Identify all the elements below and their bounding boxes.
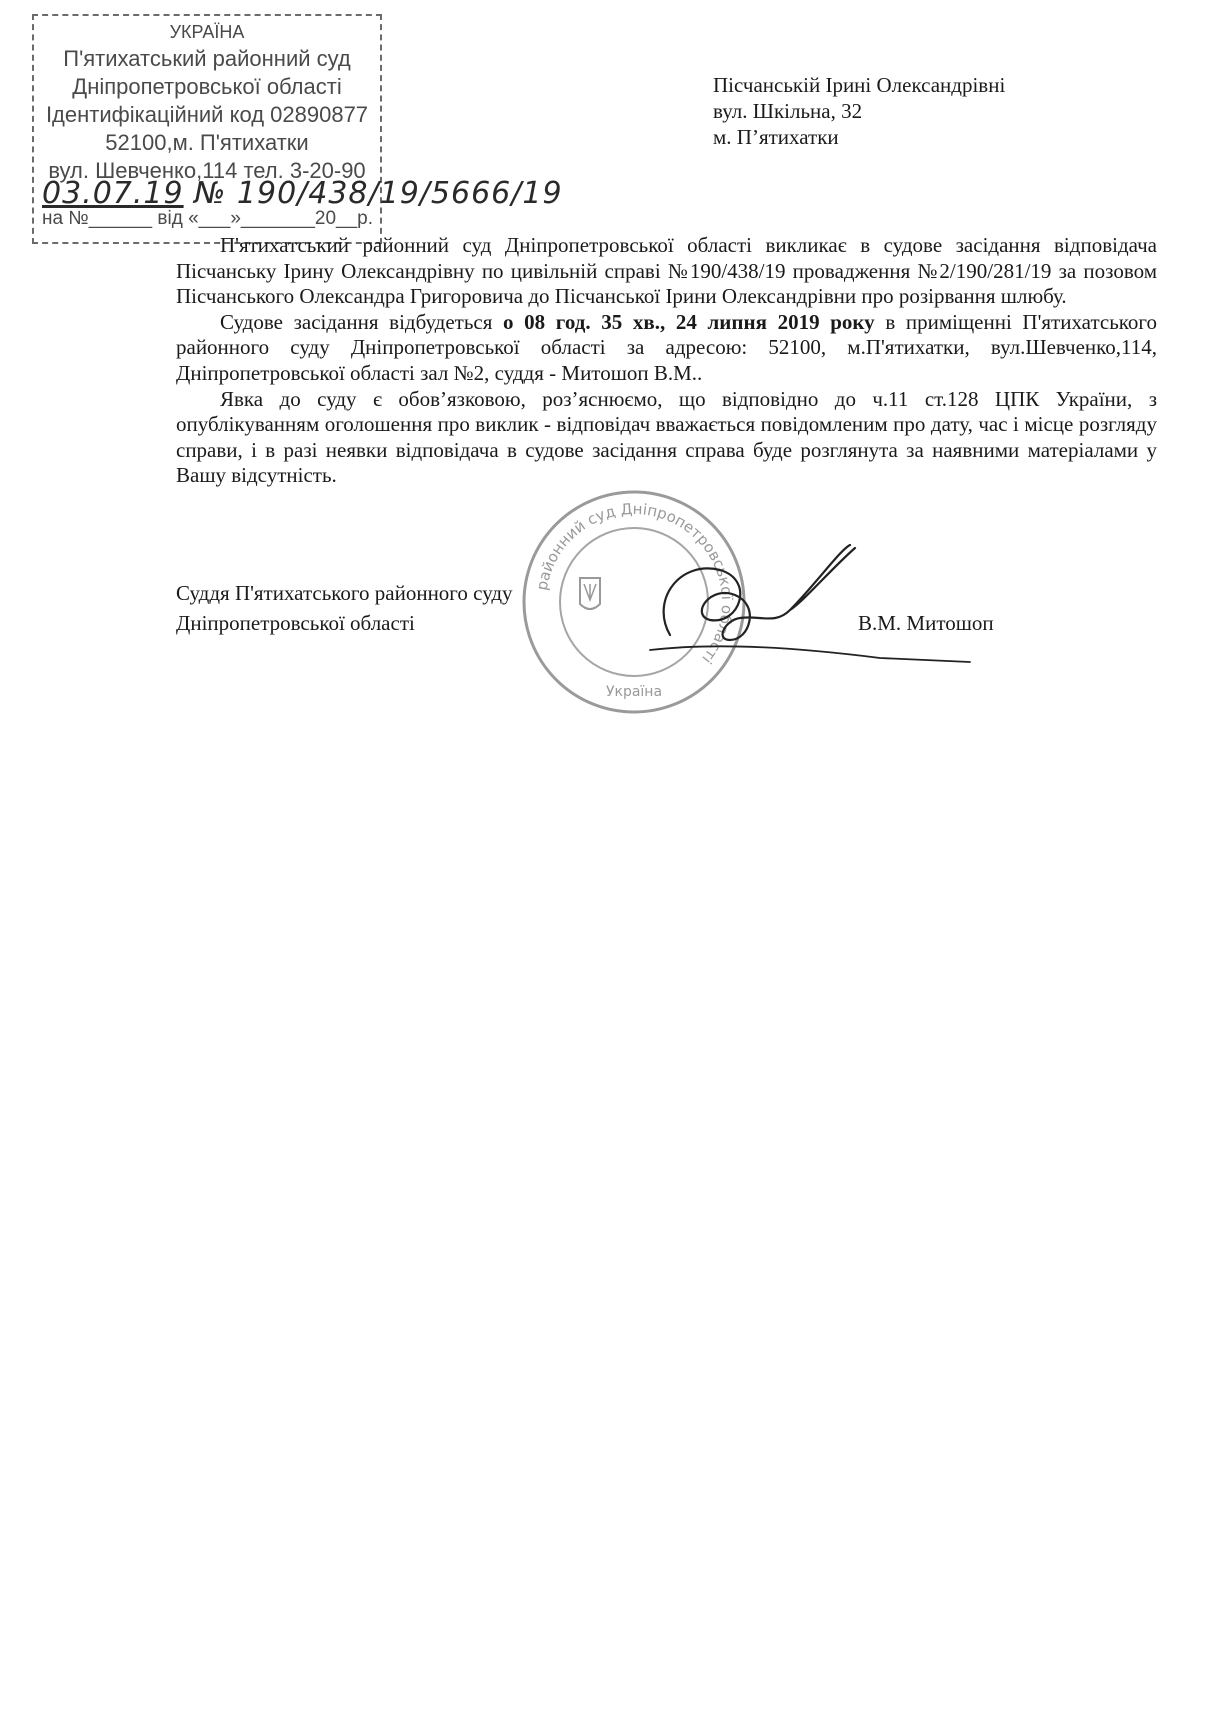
signature-title-line-1: Суддя П'ятихатського районного суду — [176, 581, 513, 605]
signature-title — [176, 578, 513, 638]
stamp-country: УКРАЇНА — [169, 22, 245, 42]
signature-title-line-2: Дніпропетровської області — [176, 611, 415, 635]
judge-signature — [640, 540, 990, 670]
summons-paragraph-2 — [176, 310, 1157, 387]
stamp-city: 52100,м. П'ятихатки — [105, 130, 309, 155]
stamp-handwritten-number: 190/438/19/5666/19 — [236, 176, 563, 211]
paragraph-2-end: в приміщенні П'ятихатського районного суду Дніпропетровської області за адресою: 52100, м.П'ятихатки, вул.Шевченко,114, Дніпропетровської області зал №2, суддя - Митошоп В.М.. — [176, 309, 1158, 385]
hearing-datetime: о 08 год. 35 хв., 24 липня 2019 року — [503, 309, 875, 334]
stamp-id-code: Ідентифікаційний код 02890877 — [45, 102, 369, 127]
registration-stamp — [32, 14, 563, 244]
paragraph-2-start: Судове засідання відбудеться — [220, 309, 504, 334]
summons-paragraph-3: Явка до суду є обов’язковою, роз’яснюємо, що відповідно до ч.11 ст.128 ЦПК України, з опублікуванням оголошення про виклик - відповідач вважається повідомленим про дату, час і місце розгляду справи, і в разі неявки відповідача в судове засідання справа буде розглянута за наявними матеріалами у Вашу відсутність. — [176, 386, 1157, 488]
stamp-reply-line: на №______ від «___»_______20__р. — [42, 208, 373, 229]
summons-paragraph-1: П'ятихатський районний суд Дніпропетровської області викликає в судове засідання відповідача Пісчанську Ірину Олександрівну по цивільній справі №190/438/19 провадження №2/190/281/19 за позовом Пісчанського Олександра Григоровича до Пісчанської Ірини Олександрівни про розірвання шлюбу. — [176, 233, 1157, 309]
addressee-street: вул. Шкільна, 32 — [713, 99, 863, 123]
stamp-handwritten-date: 03.07.19 — [42, 176, 184, 211]
stamp-court: П'ятихатський районний суд — [63, 46, 351, 71]
stamp-number-prefix: № — [194, 176, 227, 211]
stamp-region: Дніпропетровської області — [72, 74, 342, 99]
stamp-handwritten-entry — [42, 176, 563, 211]
addressee-block — [713, 72, 1005, 150]
summons-body — [176, 233, 1157, 489]
seal-ring-text: районний суд Дніпропетровської області — [532, 499, 737, 668]
stamp-address: вул. Шевченко,114 тел. 3-20-90 — [48, 158, 366, 183]
addressee-name: Пісчанській Ірині Олександрівні — [713, 73, 1006, 97]
signature-name: В.М. Митошоп — [858, 611, 994, 635]
seal-bottom-text: Україна — [605, 684, 663, 700]
addressee-city: м. П’ятихатки — [713, 125, 839, 149]
